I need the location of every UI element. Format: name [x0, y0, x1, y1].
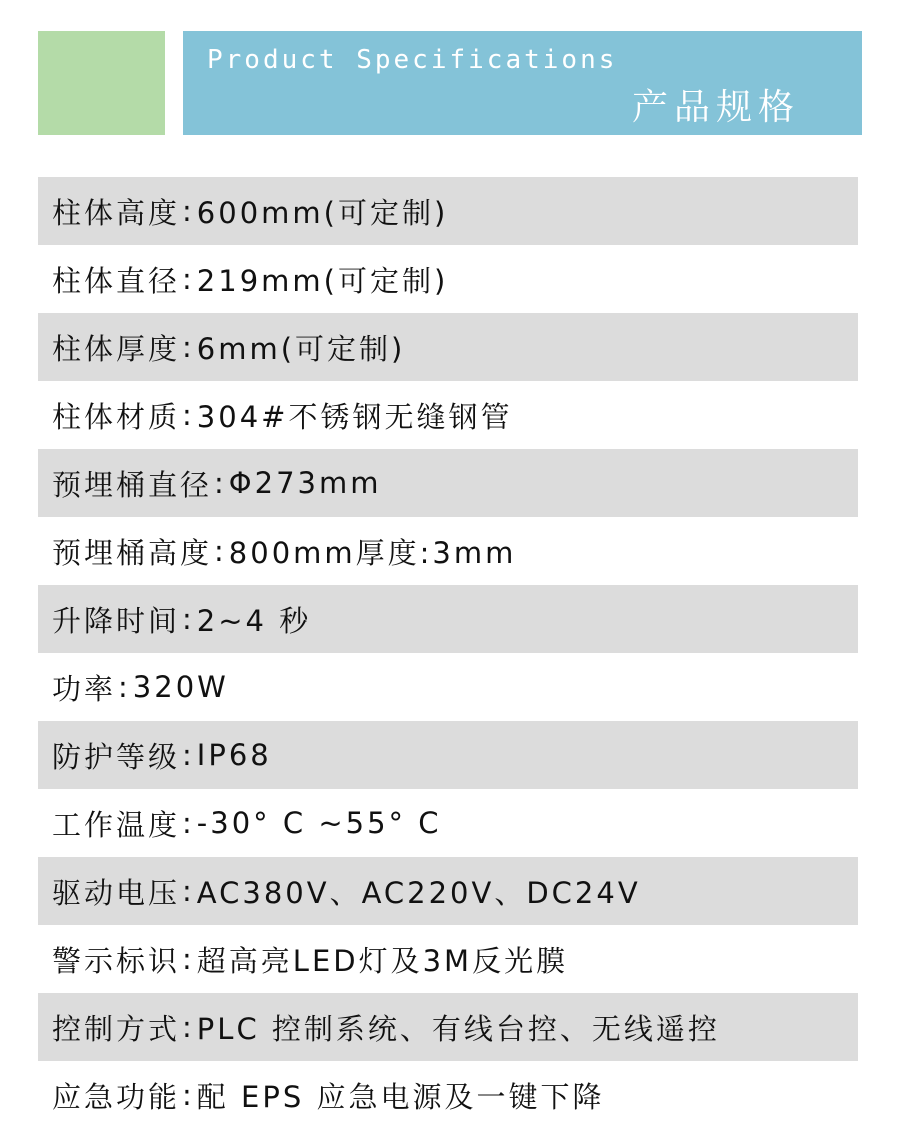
spec-value: Φ273mm [228, 466, 382, 500]
spec-row [38, 925, 858, 993]
spec-row [38, 857, 858, 925]
spec-value: 2~4 秒 [196, 603, 312, 638]
spec-row [38, 517, 858, 585]
spec-value: PLC 控制系统、有线台控、无线遥控 [196, 1011, 720, 1046]
spec-label: 柱体厚度 [52, 331, 181, 366]
spec-value: 600mm(可定制) [196, 195, 449, 230]
spec-row [38, 721, 858, 789]
spec-value: 304#不锈钢无缝钢管 [196, 399, 513, 434]
spec-separator: : [182, 194, 195, 228]
spec-value: -30° C ~55° C [196, 806, 442, 840]
spec-separator: : [214, 466, 227, 500]
spec-separator: : [182, 602, 195, 636]
spec-value: 超高亮LED灯及3M反光膜 [196, 943, 569, 978]
spec-row [38, 789, 858, 857]
spec-row [38, 993, 858, 1061]
spec-value: 320W [132, 670, 229, 704]
spec-row [38, 381, 858, 449]
spec-separator: : [182, 1078, 195, 1112]
spec-row [38, 585, 858, 653]
spec-row [38, 177, 858, 245]
spec-separator: : [182, 874, 195, 908]
header-banner [183, 31, 862, 135]
spec-row [38, 449, 858, 517]
spec-separator: : [182, 738, 195, 772]
spec-label: 驱动电压 [52, 875, 181, 910]
spec-label: 控制方式 [52, 1011, 181, 1046]
spec-row [38, 653, 858, 721]
spec-row [38, 313, 858, 381]
spec-list [38, 177, 858, 1129]
spec-label: 警示标识 [52, 943, 181, 978]
spec-label: 柱体直径 [52, 263, 181, 298]
header-title-cn: 产品规格 [631, 87, 800, 128]
spec-value: 配 EPS 应急电源及一键下降 [196, 1079, 605, 1114]
spec-value: 6mm(可定制) [196, 331, 406, 366]
spec-value: IP68 [196, 738, 272, 772]
spec-label: 功率 [52, 671, 117, 706]
spec-label: 升降时间 [52, 603, 181, 638]
spec-label: 预埋桶直径 [52, 467, 213, 502]
spec-separator: : [182, 398, 195, 432]
spec-label: 应急功能 [52, 1079, 181, 1114]
spec-row [38, 245, 858, 313]
header-title-en: Product Specifications [207, 45, 618, 75]
spec-row [38, 1061, 858, 1129]
spec-separator: : [118, 670, 131, 704]
spec-value: 219mm(可定制) [196, 263, 449, 298]
spec-value: 800mm厚度:3mm [228, 535, 517, 570]
spec-separator: : [182, 330, 195, 364]
spec-label: 预埋桶高度 [52, 535, 213, 570]
spec-label: 柱体材质 [52, 399, 181, 434]
spec-separator: : [182, 262, 195, 296]
spec-label: 工作温度 [52, 807, 181, 842]
spec-value: AC380V、AC220V、DC24V [196, 875, 641, 910]
spec-separator: : [182, 806, 195, 840]
spec-separator: : [182, 942, 195, 976]
spec-separator: : [214, 534, 227, 568]
spec-separator: : [182, 1010, 195, 1044]
header-accent-block [38, 31, 165, 135]
spec-label: 防护等级 [52, 739, 181, 774]
spec-label: 柱体高度 [52, 195, 181, 230]
